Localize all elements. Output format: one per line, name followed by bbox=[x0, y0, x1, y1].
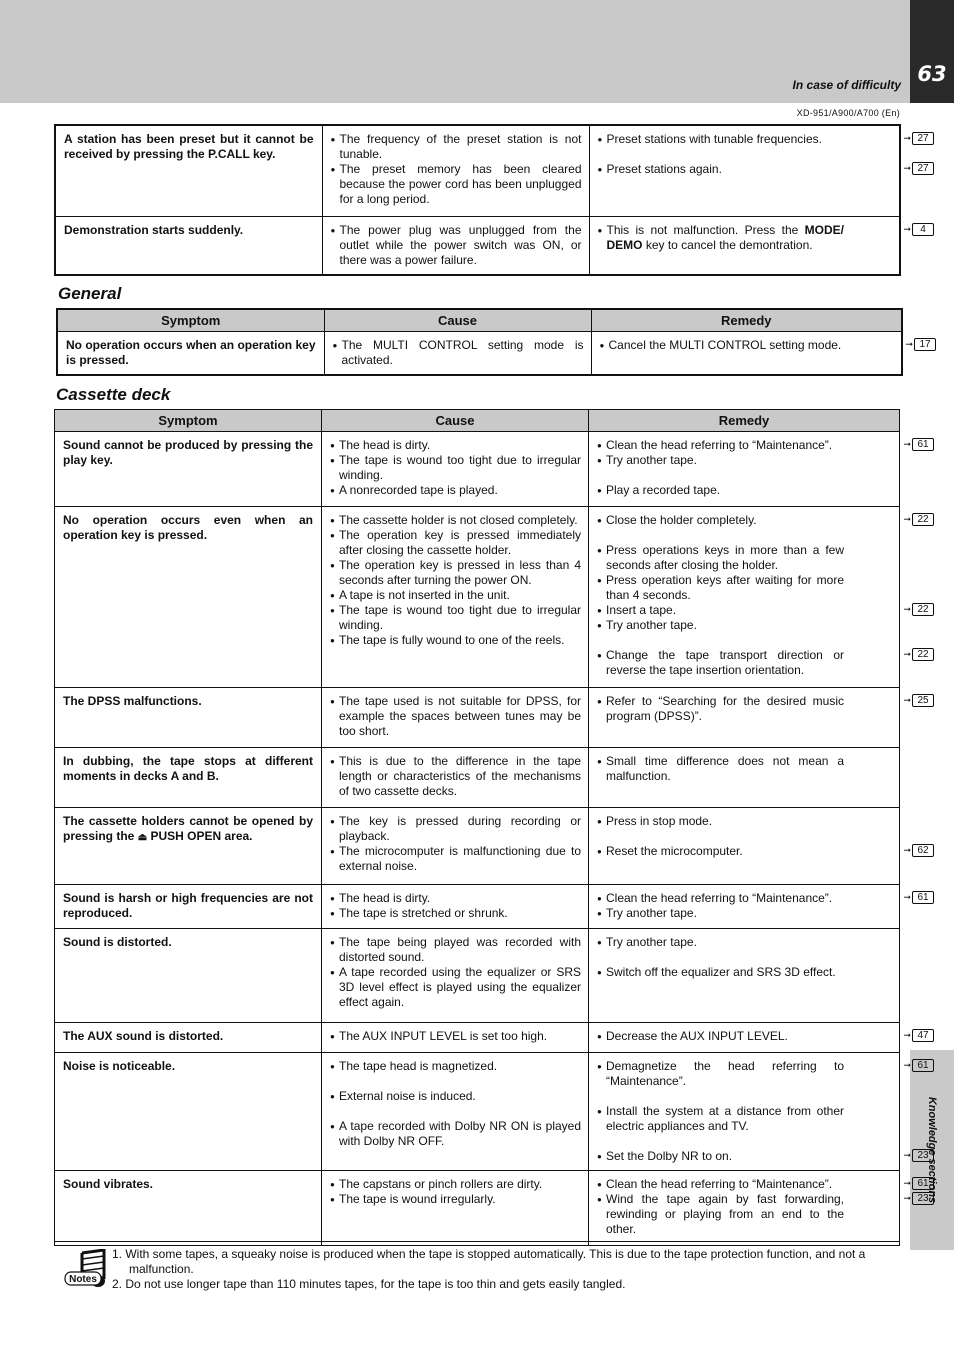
remedy-item bbox=[597, 694, 929, 724]
table-row bbox=[55, 688, 900, 748]
page-ref bbox=[903, 512, 934, 527]
symptom-cell: Sound is distorted. bbox=[55, 929, 322, 1023]
table-row bbox=[55, 1171, 900, 1246]
remedy-text: Play a recorded tape. bbox=[606, 483, 721, 497]
column-header-symptom: Symptom bbox=[57, 309, 324, 331]
remedy-item bbox=[597, 754, 892, 784]
cause-item: ● The tape is wound irregularly. bbox=[330, 1192, 581, 1207]
remedy-text: Clean the head referring to “Maintenance”. bbox=[606, 891, 833, 905]
arrow-icon: ➞ bbox=[903, 1150, 911, 1160]
remedy-text: Change the tape transport direction or reverse the tape insertion orientation. bbox=[606, 648, 844, 677]
page-ref bbox=[903, 647, 934, 662]
remedy-item bbox=[597, 1029, 929, 1044]
arrow-icon: ➞ bbox=[903, 845, 911, 855]
cause-item: ● The cassette holder is not closed completely. bbox=[330, 513, 581, 528]
remedy-text: Try another tape. bbox=[606, 618, 697, 632]
remedy-item bbox=[597, 844, 929, 859]
cause-item: ● A tape is not inserted in the unit. bbox=[330, 588, 581, 603]
cause-cell bbox=[322, 808, 589, 885]
cause-cell bbox=[324, 331, 591, 375]
remedy-cell bbox=[589, 885, 929, 929]
cause-cell bbox=[322, 1023, 589, 1053]
remedy-item bbox=[600, 337, 931, 353]
arrow-icon: ➞ bbox=[903, 892, 911, 902]
note-item: 2. Do not use longer tape than 110 minutes tapes, for the tape is too thin and gets easily tangled. bbox=[112, 1277, 626, 1291]
table-header-row bbox=[55, 410, 900, 432]
page-ref-number: 61 bbox=[912, 1059, 934, 1072]
page-ref bbox=[903, 437, 934, 452]
remedy-item bbox=[597, 965, 892, 980]
remedy-text: Clean the head referring to “Maintenance”. bbox=[606, 438, 833, 452]
cause-item: ● The preset memory has been cleared because the power cord has been unplugged for a long period. bbox=[331, 162, 582, 207]
remedy-cell bbox=[591, 331, 931, 375]
arrow-icon: ➞ bbox=[903, 649, 911, 659]
header-bar bbox=[0, 0, 910, 103]
remedy-item bbox=[597, 935, 892, 950]
cause-cell bbox=[322, 688, 589, 748]
page-ref bbox=[903, 1176, 934, 1191]
table-row bbox=[55, 1023, 900, 1053]
arrow-icon: ➞ bbox=[903, 695, 911, 705]
model-number: XD-951/A900/A700 (En) bbox=[796, 108, 900, 118]
page-number: 63 bbox=[910, 0, 954, 103]
page-ref-number: 23 bbox=[912, 1192, 934, 1205]
cause-item: ● A tape recorded with Dolby NR ON is played with Dolby NR OFF. bbox=[330, 1119, 581, 1149]
table-row bbox=[55, 216, 900, 275]
cause-cell bbox=[322, 929, 589, 1023]
remedy-cell bbox=[589, 432, 929, 507]
table-row bbox=[55, 808, 900, 885]
page-ref bbox=[903, 1028, 934, 1043]
symptom-text-post: PUSH OPEN area. bbox=[147, 829, 253, 843]
table-row bbox=[55, 748, 900, 808]
cause-item: ● The tape head is magnetized. bbox=[330, 1059, 581, 1074]
arrow-icon: ➞ bbox=[903, 223, 911, 234]
remedy-text: Press operations keys in more than a few seconds after closing the holder. bbox=[606, 543, 844, 572]
remedy-item bbox=[597, 814, 892, 829]
arrow-icon: ➞ bbox=[905, 338, 913, 349]
notes-icon bbox=[64, 1249, 108, 1291]
remedy-text: Try another tape. bbox=[606, 906, 697, 920]
page-ref-number: 4 bbox=[912, 223, 934, 236]
page-ref bbox=[903, 161, 934, 176]
remedy-text: Insert a tape. bbox=[606, 603, 677, 617]
arrow-icon: ➞ bbox=[903, 1193, 911, 1203]
cause-item: ● The AUX INPUT LEVEL is set too high. bbox=[330, 1029, 581, 1044]
remedy-item bbox=[597, 513, 929, 528]
remedy-text: Cancel the MULTI CONTROL setting mode. bbox=[608, 337, 842, 352]
notes-icon-label: Notes bbox=[69, 1274, 97, 1285]
remedy-cell bbox=[589, 1171, 929, 1246]
symptom-cell: A station has been preset but it cannot be received by pressing the P.CALL key. bbox=[55, 125, 322, 216]
notes-divider bbox=[54, 1241, 900, 1242]
page-ref bbox=[903, 1191, 934, 1206]
remedy-text: Preset stations with tunable frequencies. bbox=[606, 132, 822, 146]
table-row bbox=[55, 1053, 900, 1171]
cassette-deck-table bbox=[54, 409, 929, 1246]
column-header-symptom: Symptom bbox=[55, 410, 322, 432]
page-ref-number: 61 bbox=[912, 438, 934, 451]
remedy-text: Clean the head referring to “Maintenance”. bbox=[606, 1177, 833, 1191]
arrow-icon: ➞ bbox=[903, 163, 911, 173]
page-ref-number: 61 bbox=[912, 1177, 934, 1190]
column-header-cause: Cause bbox=[322, 410, 589, 432]
page-ref bbox=[903, 1058, 934, 1073]
remedy-item bbox=[597, 1192, 929, 1237]
side-tab-label: Knowledge sections bbox=[926, 1096, 938, 1204]
symptom-cell: Noise is noticeable. bbox=[55, 1053, 322, 1171]
cause-cell bbox=[322, 885, 589, 929]
remedy-item bbox=[597, 1177, 929, 1192]
remedy-item bbox=[597, 483, 892, 498]
remedy-cell bbox=[589, 929, 900, 1023]
page-ref bbox=[903, 693, 934, 708]
remedy-item bbox=[597, 543, 892, 573]
remedy-item bbox=[597, 648, 929, 678]
cause-item: ● The frequency of the preset station is not tunable. bbox=[331, 132, 582, 162]
page-ref bbox=[903, 222, 934, 237]
table-header-row bbox=[57, 309, 902, 331]
arrow-icon: ➞ bbox=[903, 133, 911, 143]
page-ref bbox=[905, 337, 936, 352]
symptom-cell: In dubbing, the tape stops at different moments in decks A and B. bbox=[55, 748, 322, 808]
arrow-icon: ➞ bbox=[903, 514, 911, 524]
column-header-cause: Cause bbox=[324, 309, 591, 331]
column-header-remedy: Remedy bbox=[589, 410, 900, 432]
cassette-deck-heading: Cassette deck bbox=[56, 385, 171, 404]
cause-cell bbox=[322, 125, 589, 216]
remedy-item bbox=[597, 573, 892, 603]
remedy-text: Demagnetize the head referring to “Maintenance”. bbox=[606, 1059, 844, 1088]
arrow-icon: ➞ bbox=[903, 1060, 911, 1070]
page-ref-number: 25 bbox=[912, 694, 934, 707]
cause-cell bbox=[322, 432, 589, 507]
page-ref-number: 22 bbox=[912, 648, 934, 661]
page-ref-number: 47 bbox=[912, 1029, 934, 1042]
cause-item: ● A nonrecorded tape is played. bbox=[330, 483, 581, 498]
remedy-text: Install the system at a distance from other electric appliances and TV. bbox=[606, 1104, 844, 1133]
remedy-text: Press operation keys after waiting for more than 4 seconds. bbox=[606, 573, 844, 602]
remedy-text: Close the holder completely. bbox=[606, 513, 757, 527]
remedy-cell bbox=[589, 1023, 929, 1053]
page-ref-number: 22 bbox=[912, 513, 934, 526]
remedy-text-pre: This is not malfunction. Press the bbox=[606, 222, 805, 237]
cause-item: ● The microcomputer is malfunctioning due to external noise. bbox=[330, 844, 581, 874]
cause-cell bbox=[322, 1053, 589, 1171]
remedy-text: Reset the microcomputer. bbox=[606, 844, 743, 858]
section-heading: In case of difficulty bbox=[792, 78, 901, 92]
eject-icon: ⏏ bbox=[137, 832, 148, 843]
remedy-text: Press in stop mode. bbox=[606, 814, 713, 828]
remedy-cell bbox=[589, 688, 929, 748]
cause-item: ● The tape being played was recorded with distorted sound. bbox=[330, 935, 581, 965]
general-table bbox=[56, 308, 931, 376]
cause-item: ● A tape recorded using the equalizer or SRS 3D level effect is played using the equalizer effect again. bbox=[330, 965, 581, 1010]
page-ref bbox=[903, 843, 934, 858]
remedy-text-post: key to cancel the demontration. bbox=[642, 237, 813, 252]
page-ref-number: 22 bbox=[912, 603, 934, 616]
remedy-text: Refer to “Searching for the desired music program (DPSS)”. bbox=[606, 694, 844, 723]
cause-item: ● The head is dirty. bbox=[330, 438, 581, 453]
arrow-icon: ➞ bbox=[903, 604, 911, 614]
symptom-text-pre: The cassette holders cannot be opened by pressing the bbox=[63, 814, 313, 843]
cause-item: ● The capstans or pinch rollers are dirty. bbox=[330, 1177, 581, 1192]
note-item: 1. With some tapes, a squeaky noise is produced when the tape is stopped automatically. This is due to the tape protection function, and not a malfunction. bbox=[112, 1247, 866, 1276]
table-row bbox=[55, 432, 900, 507]
page-ref-number: 61 bbox=[912, 891, 934, 904]
remedy-item bbox=[598, 132, 929, 147]
remedy-text: Preset stations again. bbox=[606, 162, 722, 176]
remedy-item bbox=[597, 1104, 892, 1134]
symptom-cell: Sound cannot be produced by pressing the play key. bbox=[55, 432, 322, 507]
symptom-cell: No operation occurs when an operation key is pressed. bbox=[57, 331, 324, 375]
cause-item: ● The tape is wound too tight due to irregular winding. bbox=[330, 453, 581, 483]
tuner-troubleshooting-table bbox=[54, 124, 929, 276]
page-ref bbox=[903, 602, 934, 617]
arrow-icon: ➞ bbox=[903, 1178, 911, 1188]
remedy-item bbox=[597, 891, 929, 906]
page-ref-number: 17 bbox=[914, 338, 936, 351]
symptom-cell: No operation occurs even when an operation key is pressed. bbox=[55, 507, 322, 688]
table-row bbox=[55, 507, 900, 688]
remedy-text: Try another tape. bbox=[606, 453, 697, 467]
remedy-item bbox=[597, 618, 892, 633]
remedy-item bbox=[597, 438, 929, 453]
cause-item: ● The tape used is not suitable for DPSS, for example the spaces between tunes may be too short. bbox=[330, 694, 581, 739]
symptom-cell: The DPSS malfunctions. bbox=[55, 688, 322, 748]
mode-demo-key-label: MODE/ DEMO bbox=[606, 222, 844, 252]
remedy-text: Switch off the equalizer and SRS 3D effect. bbox=[606, 965, 836, 979]
general-heading: General bbox=[58, 284, 122, 303]
remedy-cell bbox=[589, 1053, 929, 1171]
cause-cell bbox=[322, 507, 589, 688]
remedy-item bbox=[598, 222, 926, 253]
cause-item: ● External noise is induced. bbox=[330, 1089, 581, 1104]
page-ref bbox=[903, 890, 934, 905]
remedy-item bbox=[597, 603, 929, 618]
cause-item: ● The tape is fully wound to one of the reels. bbox=[330, 633, 581, 648]
notes-list bbox=[112, 1247, 902, 1292]
remedy-item bbox=[597, 1059, 929, 1089]
cause-item: ● This is due to the difference in the tape length or characteristics of the mechanisms of two cassette decks. bbox=[330, 754, 581, 799]
remedy-cell bbox=[589, 808, 929, 885]
cause-item: ● The operation key is pressed immediately after closing the cassette holder. bbox=[330, 528, 581, 558]
remedy-item bbox=[597, 453, 892, 468]
remedy-cell bbox=[589, 748, 900, 808]
remedy-text: Wind the tape again by fast forwarding, rewinding or playing from an end to the other. bbox=[606, 1192, 844, 1236]
remedy-item bbox=[597, 1149, 929, 1164]
page-ref bbox=[903, 1148, 934, 1163]
cause-cell bbox=[322, 748, 589, 808]
cause-cell bbox=[322, 216, 589, 275]
remedy-cell bbox=[589, 507, 929, 688]
table-row bbox=[55, 125, 900, 216]
page-ref-number: 62 bbox=[912, 844, 934, 857]
cause-item: ● The key is pressed during recording or playback. bbox=[330, 814, 581, 844]
page-ref-number: 23 bbox=[912, 1149, 934, 1162]
arrow-icon: ➞ bbox=[903, 439, 911, 449]
remedy-text: Try another tape. bbox=[606, 935, 697, 949]
symptom-cell: The AUX sound is distorted. bbox=[55, 1023, 322, 1053]
page-ref-number: 27 bbox=[912, 162, 934, 175]
remedy-text: Small time difference does not mean a malfunction. bbox=[606, 754, 844, 783]
remedy-item bbox=[598, 162, 929, 177]
remedy-cell bbox=[589, 216, 926, 275]
cause-item: ● The MULTI CONTROL setting mode is activated. bbox=[333, 338, 584, 368]
symptom-cell: Demonstration starts suddenly. bbox=[55, 216, 322, 275]
cause-item: ● The head is dirty. bbox=[330, 891, 581, 906]
table-row bbox=[55, 885, 900, 929]
remedy-text: Set the Dolby NR to on. bbox=[606, 1149, 733, 1163]
page-ref bbox=[903, 131, 934, 146]
remedy-cell bbox=[589, 125, 929, 216]
symptom-cell bbox=[55, 808, 322, 885]
remedy-text: Decrease the AUX INPUT LEVEL. bbox=[606, 1029, 788, 1043]
table-row bbox=[55, 929, 900, 1023]
table-row bbox=[57, 331, 902, 375]
remedy-item bbox=[597, 906, 892, 921]
arrow-icon: ➞ bbox=[903, 1030, 911, 1040]
symptom-cell: Sound is harsh or high frequencies are not reproduced. bbox=[55, 885, 322, 929]
cause-item: ● The power plug was unplugged from the outlet while the power switch was ON, or there was a power failure. bbox=[331, 223, 582, 268]
cause-cell bbox=[322, 1171, 589, 1246]
page-ref-number: 27 bbox=[912, 132, 934, 145]
symptom-cell: Sound vibrates. bbox=[55, 1171, 322, 1246]
cause-item: ● The operation key is pressed in less than 4 seconds after turning the power ON. bbox=[330, 558, 581, 588]
cause-item: ● The tape is wound too tight due to irregular winding. bbox=[330, 603, 581, 633]
column-header-remedy: Remedy bbox=[591, 309, 902, 331]
cause-item: ● The tape is stretched or shrunk. bbox=[330, 906, 581, 921]
